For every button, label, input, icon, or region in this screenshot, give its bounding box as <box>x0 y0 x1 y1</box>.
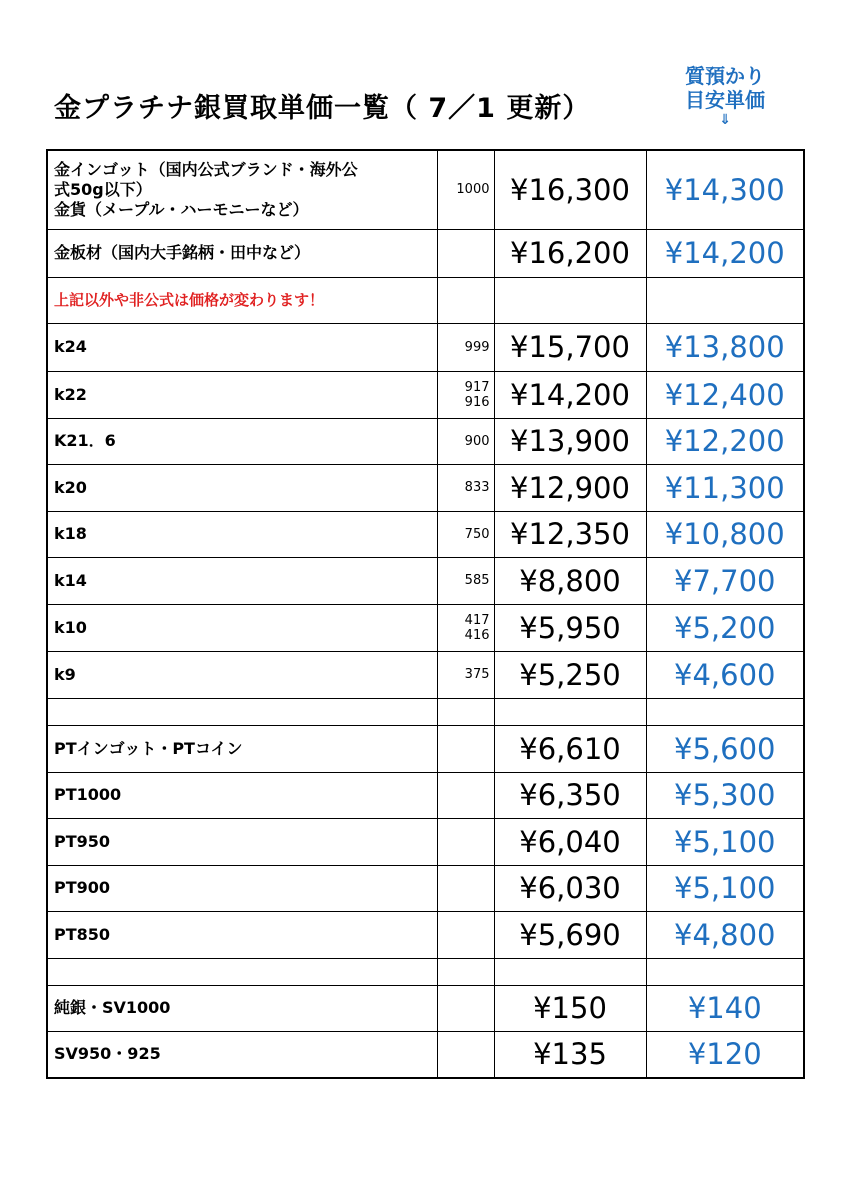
buy-price: ¥5,250 <box>494 651 646 698</box>
purity-value: 917 <box>464 379 490 395</box>
purity <box>437 865 494 911</box>
spacer-row <box>47 958 804 985</box>
pawn-price: ¥7,700 <box>646 557 804 604</box>
buy-price: ¥135 <box>494 1031 646 1078</box>
pawn-price <box>646 698 804 725</box>
metal-name <box>47 371 437 418</box>
buy-price: ¥8,800 <box>494 557 646 604</box>
table-row <box>47 277 804 323</box>
purity <box>437 985 494 1031</box>
pawn-price-header <box>650 64 800 128</box>
purity <box>437 651 494 698</box>
pawn-price: ¥10,800 <box>646 511 804 557</box>
purity-value: 833 <box>464 480 490 495</box>
purity-value: 900 <box>464 433 490 449</box>
purity-value: 999 <box>464 339 490 355</box>
purity-value: 750 <box>464 526 490 542</box>
purity-value: 585 <box>464 573 490 588</box>
buy-price: ¥15,700 <box>494 323 646 371</box>
metal-name-line: k24 <box>54 337 87 356</box>
metal-name-line: PT850 <box>54 924 111 944</box>
metal-name-line: 式50g以下） <box>54 179 152 199</box>
buy-price <box>494 698 646 725</box>
spacer-row <box>47 698 804 725</box>
buy-price: ¥5,690 <box>494 911 646 958</box>
table-row <box>47 818 804 865</box>
metal-name <box>47 818 437 865</box>
metal-name-line: k22 <box>54 384 87 404</box>
metal-name <box>47 229 437 277</box>
table-row <box>47 511 804 557</box>
metal-name <box>47 651 437 698</box>
metal-name <box>47 418 437 464</box>
pawn-price: ¥12,200 <box>646 418 804 464</box>
purity <box>437 557 494 604</box>
purity <box>437 150 494 229</box>
pawn-price: ¥5,600 <box>646 725 804 772</box>
table-row <box>47 323 804 371</box>
metal-name <box>47 698 437 725</box>
metal-name-line: 金板材（国内大手銘柄・田中など） <box>54 243 311 262</box>
buy-price: ¥6,350 <box>494 772 646 818</box>
purity <box>437 464 494 511</box>
metal-name-line: K21．6 <box>54 431 116 450</box>
table-row <box>47 418 804 464</box>
metal-name <box>47 985 437 1031</box>
purity <box>437 323 494 371</box>
table-row <box>47 1031 804 1078</box>
metal-name <box>47 464 437 511</box>
metal-name-line: k18 <box>54 524 87 543</box>
purity <box>437 371 494 418</box>
purity <box>437 229 494 277</box>
pawn-price: ¥12,400 <box>646 371 804 418</box>
down-arrow-icon: ⇓ <box>719 112 731 128</box>
table-row <box>47 985 804 1031</box>
metal-name <box>47 911 437 958</box>
price-notice <box>47 277 437 323</box>
pawn-price: ¥5,300 <box>646 772 804 818</box>
metal-name-line: PT950 <box>54 831 111 851</box>
pawn-price: ¥11,300 <box>646 464 804 511</box>
metal-name-line: PTインゴット・PTコイン <box>54 738 243 758</box>
metal-name <box>47 604 437 651</box>
metal-name <box>47 772 437 818</box>
purity <box>437 698 494 725</box>
table-row <box>47 229 804 277</box>
metal-name-line: 純銀・SV1000 <box>54 998 171 1017</box>
pawn-price: ¥13,800 <box>646 323 804 371</box>
metal-name <box>47 865 437 911</box>
buy-price: ¥14,200 <box>494 371 646 418</box>
buy-price: ¥12,900 <box>494 464 646 511</box>
price-table <box>46 149 805 1079</box>
table-row <box>47 651 804 698</box>
table-row <box>47 911 804 958</box>
table-row <box>47 150 804 229</box>
metal-name-line: 金インゴット（国内公式ブランド・海外公 <box>54 159 358 179</box>
metal-name-line: 上記以外や非公式は価格が変わります！ <box>54 291 325 309</box>
page-title: 金プラチナ銀買取単価一覧（ 7／1 更新） <box>54 93 591 124</box>
pawn-price: ¥4,800 <box>646 911 804 958</box>
buy-price: ¥6,030 <box>494 865 646 911</box>
purity <box>437 725 494 772</box>
purity <box>437 511 494 557</box>
purity <box>437 911 494 958</box>
table-row <box>47 371 804 418</box>
metal-name <box>47 1031 437 1078</box>
pawn-header-line2: 目安単価 <box>685 88 765 112</box>
purity <box>437 277 494 323</box>
purity-value: 1000 <box>456 182 490 198</box>
table-row <box>47 865 804 911</box>
metal-name <box>47 511 437 557</box>
buy-price: ¥16,300 <box>494 150 646 229</box>
pawn-price <box>646 958 804 985</box>
buy-price: ¥12,350 <box>494 511 646 557</box>
pawn-price: ¥140 <box>646 985 804 1031</box>
pawn-price: ¥5,200 <box>646 604 804 651</box>
metal-name <box>47 958 437 985</box>
table-row <box>47 772 804 818</box>
buy-price: ¥6,040 <box>494 818 646 865</box>
buy-price <box>494 958 646 985</box>
pawn-price: ¥4,600 <box>646 651 804 698</box>
table-row <box>47 725 804 772</box>
metal-name <box>47 323 437 371</box>
purity <box>437 418 494 464</box>
table-row <box>47 557 804 604</box>
metal-name-line: SV950・925 <box>54 1044 161 1064</box>
pawn-header-line1: 質預かり <box>685 64 765 88</box>
buy-price: ¥13,900 <box>494 418 646 464</box>
metal-name-line: k20 <box>54 477 87 497</box>
metal-name-line: PT1000 <box>54 785 122 804</box>
buy-price: ¥150 <box>494 985 646 1031</box>
purity-value: 416 <box>464 627 490 643</box>
table-row <box>47 604 804 651</box>
pawn-price: ¥14,200 <box>646 229 804 277</box>
pawn-price: ¥5,100 <box>646 865 804 911</box>
purity <box>437 772 494 818</box>
buy-price: ¥5,950 <box>494 604 646 651</box>
pawn-price: ¥14,300 <box>646 150 804 229</box>
purity-value: 417 <box>464 612 490 628</box>
purity-value: 375 <box>464 667 490 682</box>
metal-name <box>47 557 437 604</box>
metal-name-line: k9 <box>54 664 76 684</box>
buy-price: ¥16,200 <box>494 229 646 277</box>
buy-price: ¥6,610 <box>494 725 646 772</box>
metal-name <box>47 150 437 229</box>
purity <box>437 604 494 651</box>
purity <box>437 1031 494 1078</box>
buy-price <box>494 277 646 323</box>
metal-name-line: k14 <box>54 570 87 590</box>
purity-value: 916 <box>464 394 490 410</box>
metal-name-line: 金貨（メープル・ハーモニーなど） <box>54 199 309 219</box>
purity <box>437 818 494 865</box>
metal-name-line: k10 <box>54 617 87 637</box>
metal-name-line: PT900 <box>54 878 111 897</box>
pawn-price <box>646 277 804 323</box>
pawn-price: ¥120 <box>646 1031 804 1078</box>
table-row <box>47 464 804 511</box>
pawn-price: ¥5,100 <box>646 818 804 865</box>
purity <box>437 958 494 985</box>
metal-name <box>47 725 437 772</box>
